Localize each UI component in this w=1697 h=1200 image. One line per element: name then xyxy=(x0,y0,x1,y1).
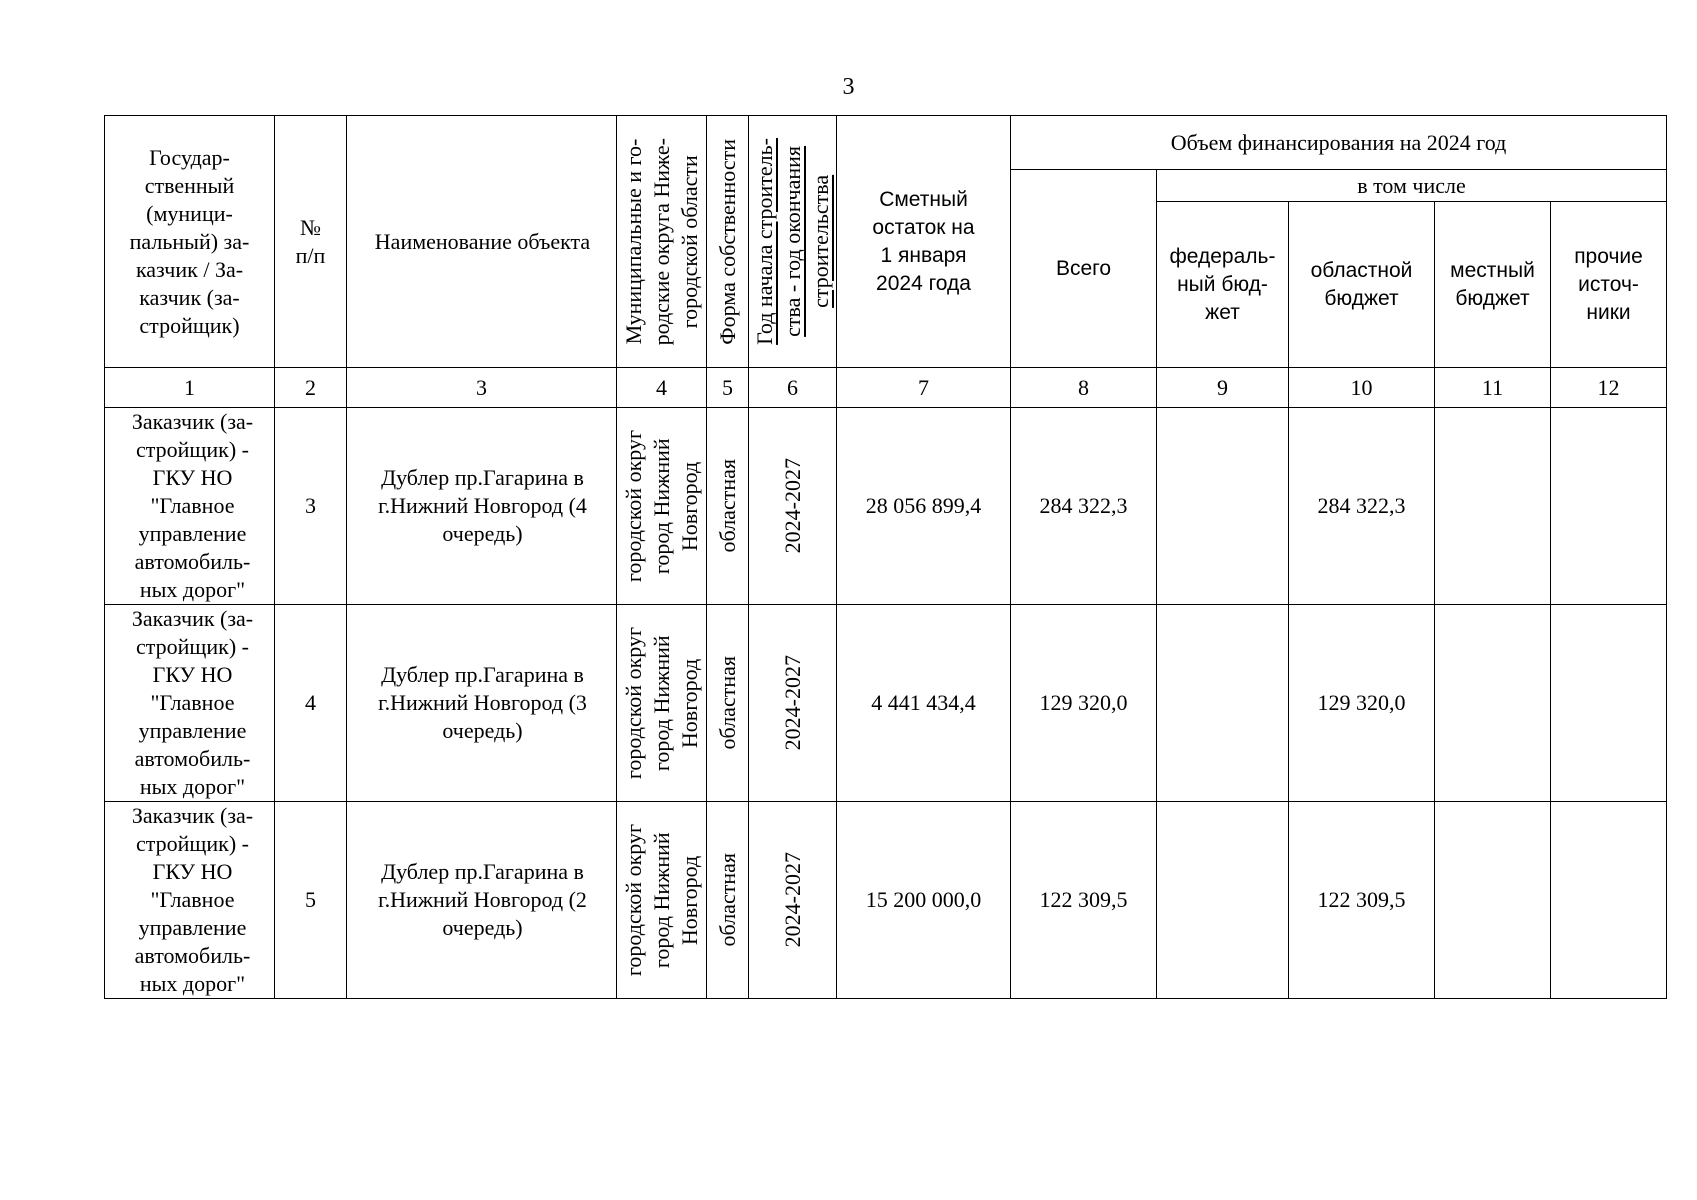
column-number: 3 xyxy=(347,368,617,408)
row-regional: 129 320,0 xyxy=(1289,605,1435,802)
row-local xyxy=(1435,802,1551,999)
row-municipality-text: городской округ город Нижний Новгород xyxy=(620,823,702,977)
header-local: местный бюджет xyxy=(1435,202,1551,368)
column-number: 9 xyxy=(1157,368,1289,408)
header-ownership-text: Форма собственности xyxy=(714,138,740,345)
column-number: 2 xyxy=(275,368,347,408)
row-number: 5 xyxy=(275,802,347,999)
header-estimate: Сметный остаток на 1 января 2024 года xyxy=(837,116,1011,368)
row-other xyxy=(1551,408,1667,605)
row-total: 129 320,0 xyxy=(1011,605,1157,802)
column-number: 7 xyxy=(837,368,1011,408)
column-number: 11 xyxy=(1435,368,1551,408)
row-ownership xyxy=(707,408,749,605)
row-years-text: 2024-2027 xyxy=(779,458,805,554)
row-federal xyxy=(1157,802,1289,999)
header-customer: Государ- ственный (муници- пальный) за- казчик / За- казчик (за- стройщик) xyxy=(105,116,275,368)
header-municipality-text: Муниципальные и го- родские округа Ниже- городской области xyxy=(620,137,702,346)
row-estimate: 15 200 000,0 xyxy=(837,802,1011,999)
row-customer: Заказчик (за- стройщик) - ГКУ НО "Главное управление автомобиль- ных дорог" xyxy=(105,408,275,605)
row-estimate: 4 441 434,4 xyxy=(837,605,1011,802)
header-regional: областной бюджет xyxy=(1289,202,1435,368)
header-funding-title: Объем финансирования на 2024 год xyxy=(1011,116,1667,170)
column-number: 4 xyxy=(617,368,707,408)
row-municipality-text: городской округ город Нижний Новгород xyxy=(620,626,702,780)
header-other: прочие источ- ники xyxy=(1551,202,1667,368)
row-object: Дублер пр.Гагарина в г.Нижний Новгород (2 очередь) xyxy=(347,802,617,999)
row-customer: Заказчик (за- стройщик) - ГКУ НО "Главное управление автомобиль- ных дорог" xyxy=(105,605,275,802)
column-number: 12 xyxy=(1551,368,1667,408)
row-regional: 284 322,3 xyxy=(1289,408,1435,605)
row-estimate: 28 056 899,4 xyxy=(837,408,1011,605)
row-other xyxy=(1551,802,1667,999)
header-municipality xyxy=(617,116,707,368)
table-row xyxy=(105,802,1667,999)
header-number: № п/п xyxy=(275,116,347,368)
row-municipality xyxy=(617,605,707,802)
row-regional: 122 309,5 xyxy=(1289,802,1435,999)
row-years-text: 2024-2027 xyxy=(779,852,805,948)
column-numbers-row xyxy=(105,368,1667,408)
column-number: 6 xyxy=(749,368,837,408)
row-total: 284 322,3 xyxy=(1011,408,1157,605)
column-number: 8 xyxy=(1011,368,1157,408)
row-years xyxy=(749,408,837,605)
row-local xyxy=(1435,605,1551,802)
header-years-text: Год начала строитель- ства - год окончания строительства xyxy=(751,138,833,345)
row-federal xyxy=(1157,605,1289,802)
row-local xyxy=(1435,408,1551,605)
row-ownership-text: областная xyxy=(714,459,740,553)
row-total: 122 309,5 xyxy=(1011,802,1157,999)
row-ownership-text: областная xyxy=(714,853,740,947)
column-number: 5 xyxy=(707,368,749,408)
header-including: в том числе xyxy=(1157,170,1667,202)
row-ownership xyxy=(707,605,749,802)
header-years xyxy=(749,116,837,368)
row-years xyxy=(749,802,837,999)
table-row xyxy=(105,408,1667,605)
row-customer: Заказчик (за- стройщик) - ГКУ НО "Главное управление автомобиль- ных дорог" xyxy=(105,802,275,999)
row-municipality xyxy=(617,802,707,999)
row-number: 4 xyxy=(275,605,347,802)
row-federal xyxy=(1157,408,1289,605)
row-municipality xyxy=(617,408,707,605)
row-object: Дублер пр.Гагарина в г.Нижний Новгород (3 очередь) xyxy=(347,605,617,802)
header-object-name: Наименование объекта xyxy=(347,116,617,368)
row-years-text: 2024-2027 xyxy=(779,655,805,751)
table-row xyxy=(105,605,1667,802)
financing-table xyxy=(104,115,1667,999)
row-years xyxy=(749,605,837,802)
page-number: 3 xyxy=(842,74,855,100)
column-number: 1 xyxy=(105,368,275,408)
row-municipality-text: городской округ город Нижний Новгород xyxy=(620,429,702,583)
header-ownership xyxy=(707,116,749,368)
row-other xyxy=(1551,605,1667,802)
row-ownership-text: областная xyxy=(714,656,740,750)
row-number: 3 xyxy=(275,408,347,605)
column-number: 10 xyxy=(1289,368,1435,408)
row-object: Дублер пр.Гагарина в г.Нижний Новгород (4 очередь) xyxy=(347,408,617,605)
row-ownership xyxy=(707,802,749,999)
header-federal: федераль- ный бюд- жет xyxy=(1157,202,1289,368)
header-total: Всего xyxy=(1011,170,1157,368)
